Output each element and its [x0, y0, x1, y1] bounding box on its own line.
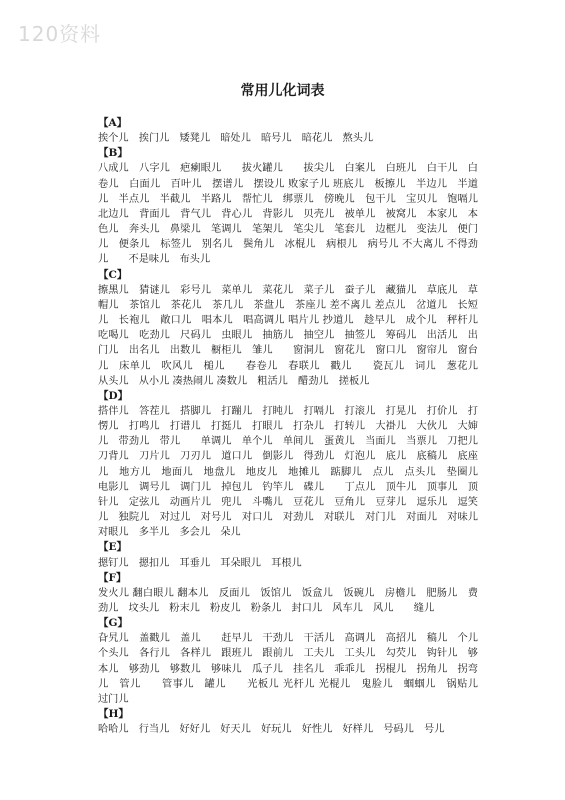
section-words: 搭伴儿 答茬儿 搭脚儿 打蹦儿 打盹儿 打嗝儿 打滚儿 打晃儿 打价儿 打愣儿 打鸣儿 打谱儿 打挺儿 打眼儿 打杂儿 打转儿 大褂儿 大伙儿 大婶儿 带劲儿 带儿 单调儿 单个儿 单间儿 蛋黄儿 当面儿 当票儿 刀把儿 刀背儿 刀片儿 刀刃儿 道口儿 倒影儿 得劲儿 灯泡儿 底儿 底稿儿 底座儿 地方儿 地面儿 地盘儿 地皮儿 地摊儿 踮脚儿 点儿 点头儿 垫圈儿 电影儿 调号儿 调门儿 掉包儿 钓竿儿 碟儿 丁点儿 顶牛儿 顶事儿 顶针儿 定弦儿 动画片儿 兜儿 斗嘴儿 豆花儿 豆角儿 豆芽儿 逗乐儿 逗笑儿 独院儿 对过儿 对号儿 对口儿 对劲儿 对联儿 对门儿 对面儿 对味儿 对眼儿 多半儿 多会儿 朵儿: [98, 405, 489, 539]
section-words: 擦黑儿 猜谜儿 彩号儿 菜单儿 菜花儿 菜子儿 蚕子儿 藏猫儿 草底儿 草帽儿 茶馆儿 茶花儿 茶几儿 茶盘儿 茶座儿 差不离儿 差点儿 岔道儿 长短儿 长袍儿 敞口儿 唱本儿 唱高调儿 唱片儿 抄道儿 趁早儿 成个儿 秤杆儿 吃喝儿 吃劲儿 尺码儿 虫眼儿 抽筋儿 抽空儿 抽签儿 筹码儿 出活儿 出门儿 出名儿 出数儿 橱柜儿 雏儿 窗洞儿 窗花儿 窗口儿 窗帘儿 窗台儿 床单儿 吹风儿 槌儿 春卷儿 春联儿 戳儿 瓷瓦儿 词儿 葱花儿 从头儿 从小儿 凑热闹儿 凑数儿 粗活儿 醋劲儿 搓板儿: [98, 284, 489, 387]
section-label: 【G】: [98, 617, 128, 630]
section-label: 【D】: [98, 389, 129, 402]
section-f: [98, 571, 478, 616]
section-label: 【E】: [98, 541, 128, 554]
section-words: 旮旯儿 盖戳儿 盖儿 赶早儿 干劲儿 干活儿 高调儿 高招儿 稿儿 个儿 个头儿 各行儿 各样儿 跟班儿 跟前儿 工夫儿 工头儿 勾芡儿 钩针儿 够本儿 够劲儿 够数儿 够味儿 瓜子儿 挂名儿 乖乖儿 拐棍儿 拐角儿 拐弯儿 管儿 管事儿 罐儿 光板儿 光杆儿 光棍儿 鬼脸儿 蝈蝈儿 锅贴儿 过门儿: [98, 633, 499, 705]
section-d: [98, 389, 489, 541]
section-label: 【B】: [98, 147, 128, 160]
section-label: 【H】: [98, 708, 129, 721]
section-b: [98, 146, 489, 267]
watermark: 120资料: [18, 22, 102, 46]
section-label: 【A】: [98, 117, 128, 129]
word-list: [98, 116, 499, 737]
section-label: 【F】: [98, 571, 127, 584]
section-words: 摁钉儿 摁扣儿 耳垂儿 耳朵眼儿 耳根儿: [98, 557, 302, 569]
section-g: [98, 616, 499, 707]
section-c: [98, 268, 489, 389]
section-a: [98, 116, 478, 146]
section-words: 哈哈儿 行当儿 好好儿 好天儿 好玩儿 好性儿 好样儿 号码儿 号儿: [98, 724, 445, 736]
section-e: [98, 540, 478, 570]
section-h: [98, 707, 478, 737]
section-words: 八成儿 八字儿 疤瘌眼儿 拔火罐儿 拔尖儿 白案儿 白班儿 白干儿 白卷儿 白面儿 百叶儿 摆谱儿 摆设儿 败家子儿 班底儿 板擦儿 半边儿 半道儿 半点儿 半截儿 半路儿 帮忙儿 绑票儿 傍晚儿 包干儿 宝贝儿 饱嗝儿 北边儿 背面儿 背气儿 背心儿 背影儿 贝壳儿 被单儿 被窝儿 本家儿 本色儿 奔头儿 鼻梁儿 笔调儿 笔架儿 笔尖儿 笔套儿 边框儿 变法儿 便门儿 便条儿 标签儿 别名儿 鬓角儿 冰棍儿 病根儿 病号儿 不大离儿 不得劲儿 不是味儿 布头儿: [98, 163, 489, 266]
section-words: 挨个儿 挨门儿 矮凳儿 暗处儿 暗号儿 暗花儿 熬头儿: [98, 133, 374, 145]
page-title: 常用儿化词表: [240, 83, 325, 99]
section-label: 【C】: [98, 268, 128, 281]
section-words: 发火儿 翻白眼儿 翻本儿 反面儿 饭馆儿 饭盒儿 饭碗儿 房檐儿 肥肠儿 费劲儿 坟头儿 粉末儿 粉皮儿 粉条儿 封口儿 风车儿 风儿 缝儿: [98, 587, 478, 614]
